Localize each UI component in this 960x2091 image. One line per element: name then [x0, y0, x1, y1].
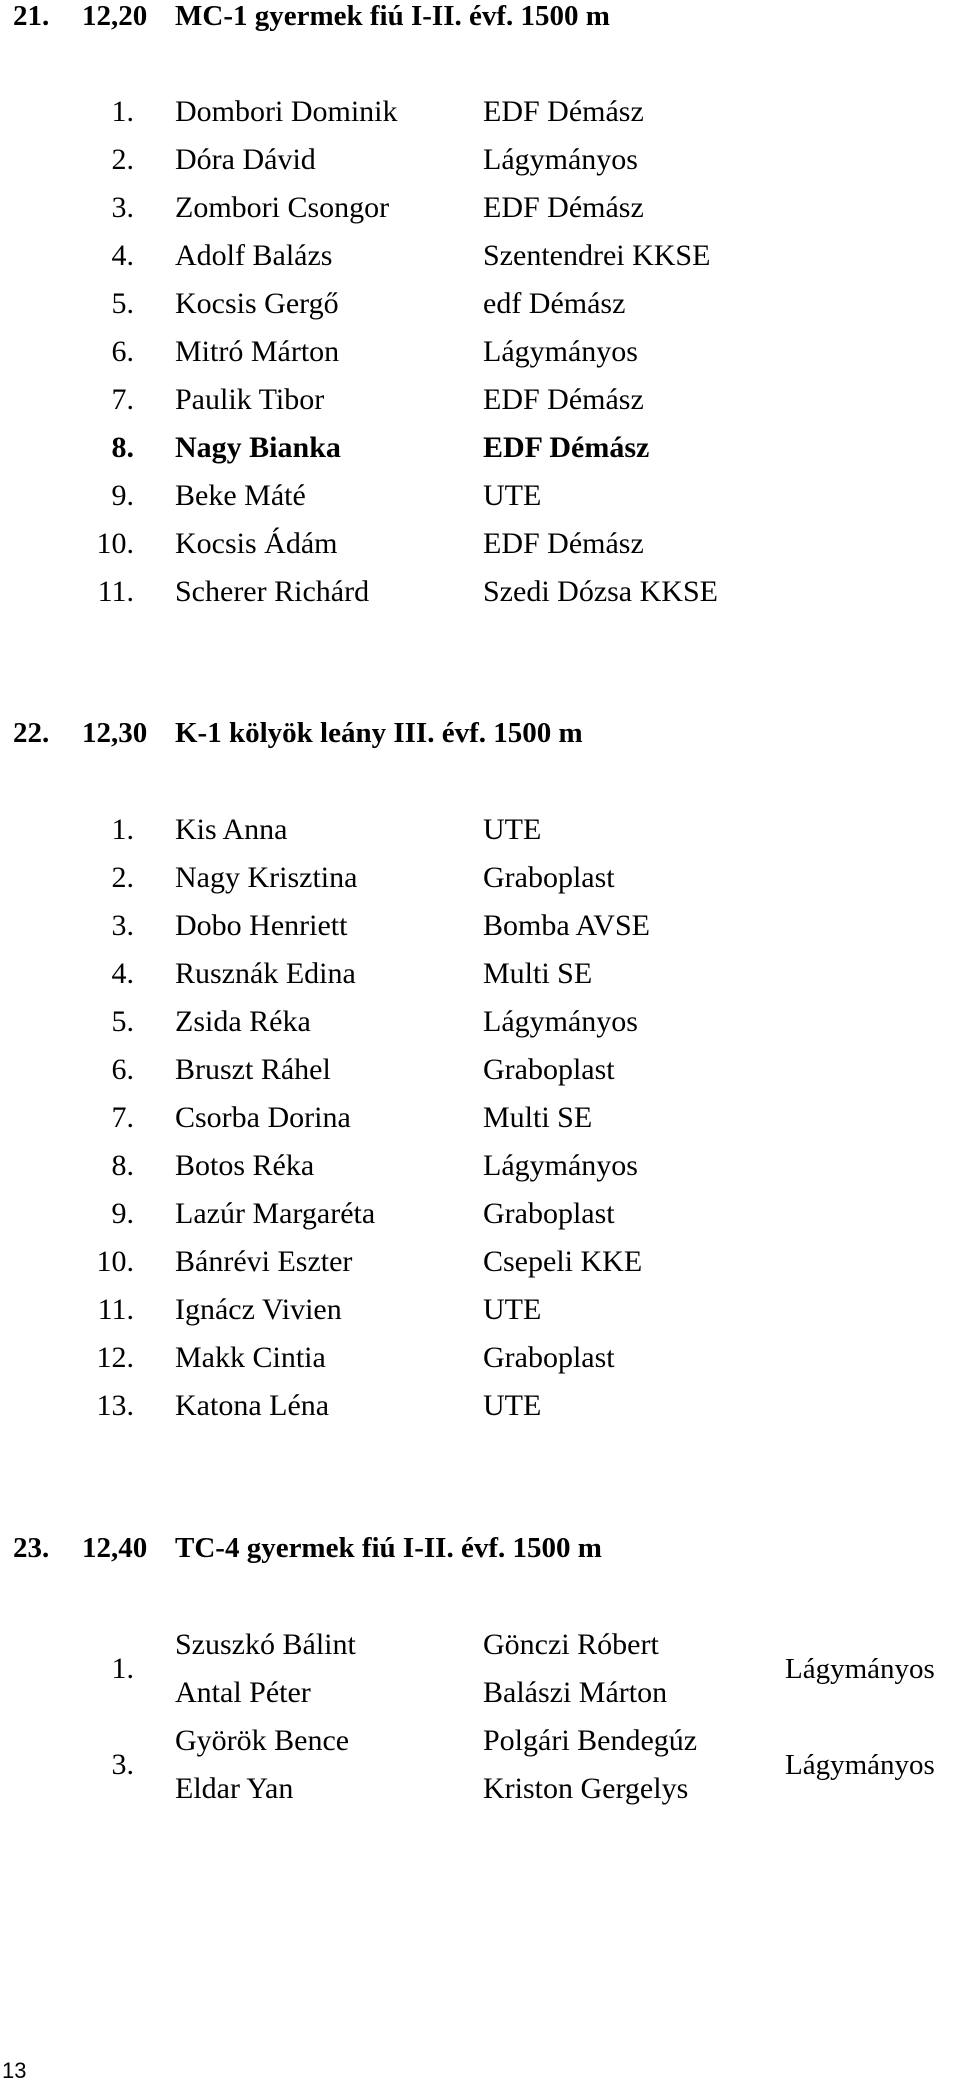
result-row: 6. Bruszt Ráhel Graboplast	[111, 1053, 615, 1086]
result-row: 10. Bánrévi Eszter Csepeli KKE	[96, 1245, 643, 1278]
result-row: 4. Adolf Balázs Szentendrei KKSE	[111, 239, 711, 272]
result-row: 3. Dobo Henriett Bomba AVSE	[111, 909, 650, 942]
team-row	[0, 1717, 960, 1813]
result-row: 2. Dóra Dávid Lágymányos	[111, 143, 638, 176]
result-row: 5. Kocsis Gergő edf Démász	[111, 287, 626, 320]
section-title: TC-4 gyermek fiú I-II. évf. 1500 m	[175, 1532, 602, 1564]
team-member: Györök Bence	[175, 1724, 350, 1757]
section-title: K-1 kölyök leány III. évf. 1500 m	[175, 717, 583, 749]
result-row: 2. Nagy Krisztina Graboplast	[111, 861, 615, 894]
result-row: 4. Rusznák Edina Multi SE	[111, 957, 593, 990]
result-row: 7. Paulik Tibor EDF Démász	[111, 383, 644, 416]
result-row: 1. Kis Anna UTE	[111, 813, 542, 846]
section-number: 21.	[13, 0, 50, 32]
result-row: 7. Csorba Dorina Multi SE	[111, 1101, 593, 1134]
team-member: Eldar Yan	[175, 1772, 294, 1805]
result-row: 13. Katona Léna UTE	[96, 1389, 542, 1422]
team-rank: 3.	[111, 1748, 134, 1781]
page-number: 13	[2, 2058, 27, 2083]
result-row: 1. Dombori Dominik EDF Démász	[111, 95, 644, 128]
section-number: 22.	[13, 717, 50, 749]
team-rank: 1.	[111, 1652, 134, 1685]
result-row: 8. Botos Réka Lágymányos	[111, 1149, 638, 1182]
result-row: 11. Scherer Richárd Szedi Dózsa KKSE	[97, 575, 718, 608]
result-row: 10. Kocsis Ádám EDF Démász	[96, 527, 644, 560]
section-time: 12,20	[82, 0, 148, 32]
team-row	[0, 1621, 960, 1717]
team-member: Gönczi Róbert	[483, 1628, 659, 1661]
team-club: Lágymányos	[785, 1653, 935, 1685]
section-number: 23.	[13, 1532, 50, 1564]
section-time: 12,30	[82, 717, 148, 749]
section-time: 12,40	[82, 1532, 148, 1564]
team-member: Szuszkó Bálint	[175, 1628, 356, 1661]
result-row: 11. Ignácz Vivien UTE	[97, 1293, 542, 1326]
result-row: 12. Makk Cintia Graboplast	[96, 1341, 615, 1374]
team-member: Antal Péter	[175, 1676, 311, 1709]
result-row: 6. Mitró Márton Lágymányos	[111, 335, 638, 368]
result-row: 5. Zsida Réka Lágymányos	[111, 1005, 638, 1038]
result-row: 9. Beke Máté UTE	[111, 479, 542, 512]
team-club: Lágymányos	[785, 1749, 935, 1781]
result-row: 3. Zombori Csongor EDF Démász	[111, 191, 644, 224]
section-title: MC-1 gyermek fiú I-II. évf. 1500 m	[175, 0, 610, 32]
result-row: 9. Lazúr Margaréta Graboplast	[111, 1197, 615, 1230]
result-row: 8. Nagy Bianka EDF Démász	[111, 431, 650, 464]
team-member: Polgári Bendegúz	[483, 1724, 698, 1757]
team-member: Balászi Márton	[483, 1676, 668, 1709]
team-member: Kriston Gergelys	[483, 1772, 689, 1805]
